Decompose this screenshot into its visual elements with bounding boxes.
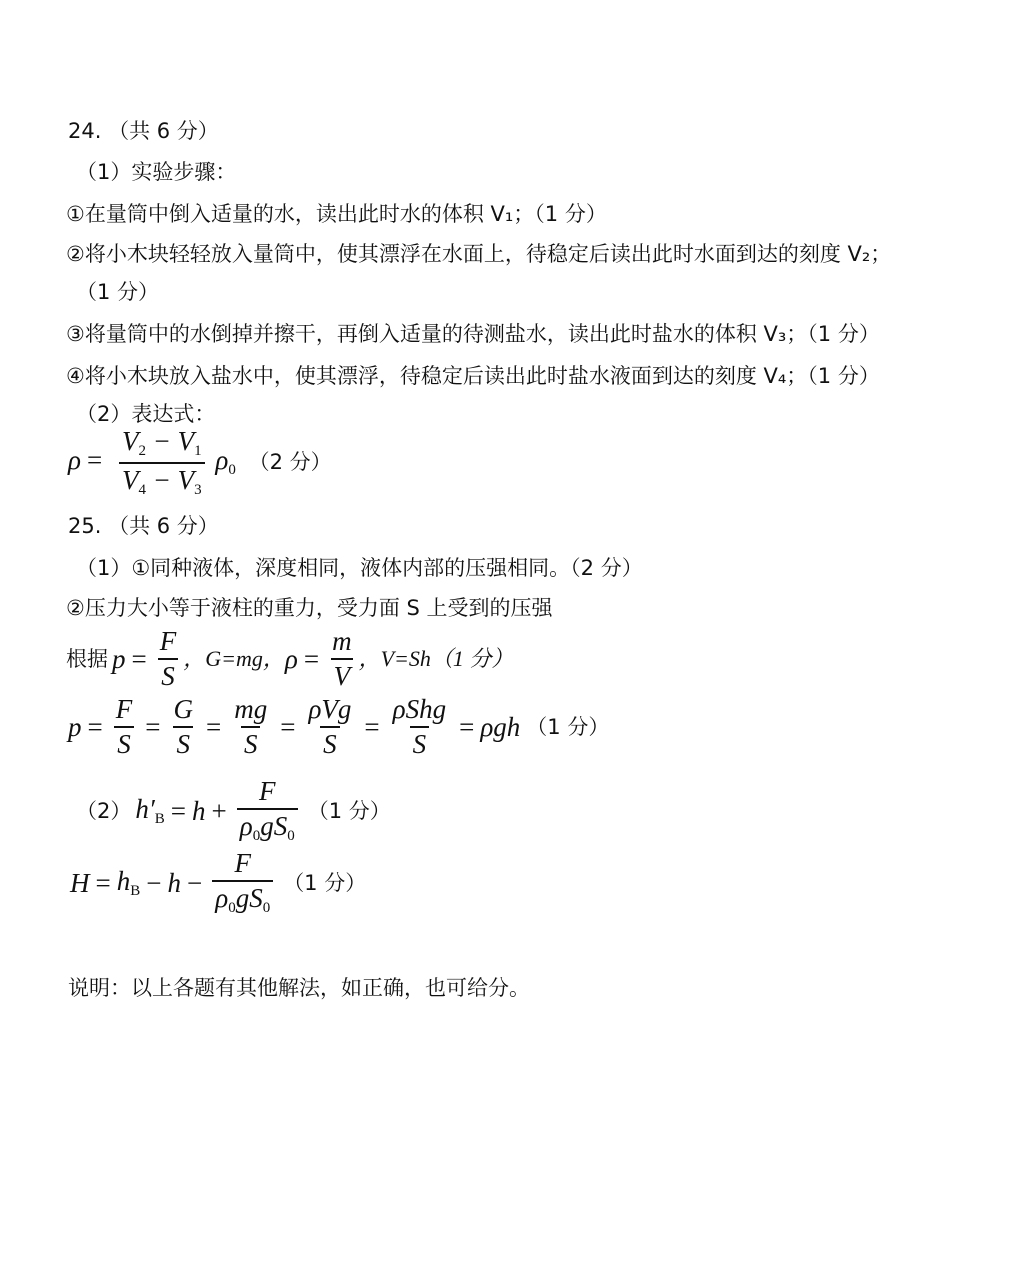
hb-score: （1 分）	[307, 798, 391, 823]
q25-header: 25. （共 6 分）	[68, 514, 219, 538]
q24-density-formula: ρ = $\frac{V_2 - V_1}{V_4 - V_3}$ $\rho_0$ （2 分）	[68, 426, 332, 498]
q24-step3: ③将量筒中的水倒掉并擦干，再倒入适量的待测盐水，读出此时盐水的体积 V₃；（1 分）	[66, 322, 880, 346]
basis-prefix: 根据	[66, 646, 108, 671]
q25-pressure-derivation: p = $\frac{F}{S}$ = $\frac{G}{S}$ = $\frac{mg}{S}$ = $\frac{\text{ρVg}}{S}$ = $\frac{\text{ρShg}}{S}$ = ρgh （1 分）	[68, 694, 610, 759]
q24-step4: ④将小木块放入盐水中，使其漂浮，待稳定后读出此时盐水液面到达的刻度 V₄；（1 分）	[66, 364, 880, 388]
q25-basis-line: 根据 p = $\frac{F}{S}$ ，G=mg， ρ = $\frac{m}{V}$ ，V=Sh（1 分）	[66, 626, 514, 691]
q24-part2-title: （2）表达式：	[76, 402, 216, 426]
q25-part1-line: （1）①同种液体，深度相同，液体内部的压强相同。（2 分）	[76, 556, 643, 580]
basis-mid: ，G=mg，	[183, 646, 285, 671]
q25-part1-line2: ②压力大小等于液柱的重力，受力面 S 上受到的压强	[66, 596, 553, 620]
q24-part1-title: （1）实验步骤：	[76, 160, 237, 184]
q24-formula-score: （2 分）	[248, 450, 332, 475]
basis-end: ，V=Sh（1 分）	[358, 646, 514, 671]
q24-step2: ②将小木块轻轻放入量筒中，使其漂浮在水面上，待稳定后读出此时水面到达的刻度 V₂；	[66, 242, 892, 266]
density-fraction: $\frac{V_2 - V_1}{V_4 - V_3}$	[119, 428, 205, 498]
derivation-score: （1 分）	[526, 714, 610, 739]
footnote: 说明：以上各题有其他解法，如正确，也可给分。	[68, 976, 530, 1000]
q25-H-formula: H = $h_B$ − h − $\frac{F}{\rho_0gS_0}$ （1 分）	[70, 848, 367, 916]
q24-header: 24. （共 6 分）	[68, 119, 219, 143]
q24-step2-score: （1 分）	[76, 280, 160, 304]
q25-hb-formula: （2） $h'_B$ = h + $\frac{F}{\rho_0gS_0}$ （1 分）	[76, 776, 391, 844]
H-score: （1 分）	[283, 870, 367, 895]
q24-step1: ①在量筒中倒入适量的水，读出此时水的体积 V₁；（1 分）	[66, 202, 607, 226]
part2-prefix: （2）	[76, 798, 132, 823]
